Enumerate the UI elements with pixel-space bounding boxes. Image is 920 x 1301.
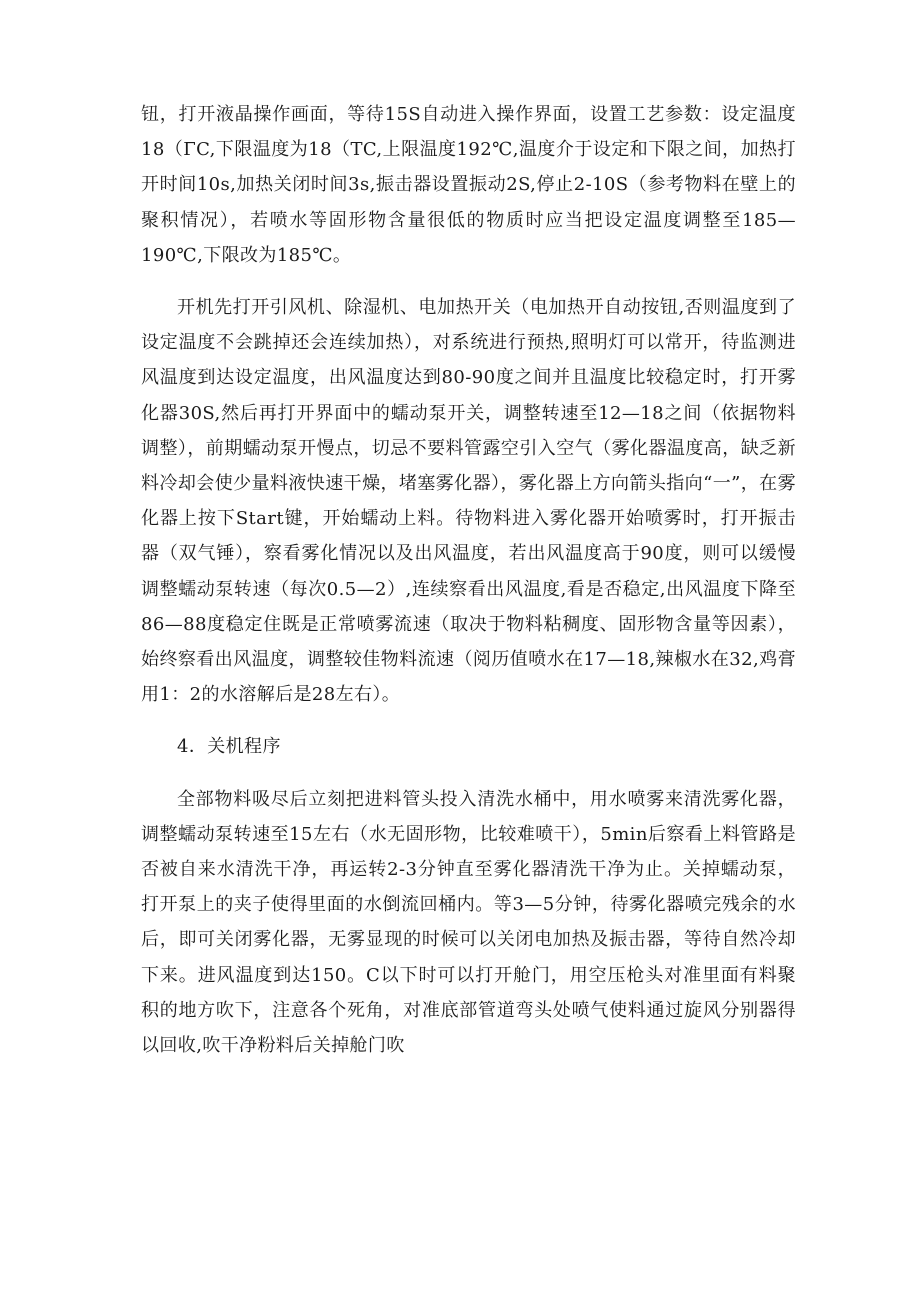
document-body <box>141 97 796 1063</box>
paragraph-process-parameters: 钮，打开液晶操作画面，等待15S自动进入操作界面，设置工艺参数：设定温度18（ΓC,下限温度为18（TC,上限温度192℃,温度介于设定和下限之间，加热打开时间10s,加热关闭时间3s,振击器设置振动2S,停止2-10S（参考物料在壁上的聚积情况），若喷水等固形物含量很低的物质时应当把设定温度调整至185—190℃,下限改为185℃。 <box>141 104 796 266</box>
paragraph-shutdown-procedure: 全部物料吸尽后立刻把进料管头投入清洗水桶中，用水喷雾来清洗雾化器，调整蠕动泵转速至15左右（水无固形物，比较难喷干），5min后察看上料管路是否被自来水清洗干净，再运转2-3分钟直至雾化器清洗干净为止。关掉蠕动泵，打开泵上的夹子使得里面的水倒流回桶内。等3—5分钟，待雾化器喷完残余的水后，即可关闭雾化器，无雾显现的时候可以关闭电加热及振击器，等待自然冷却下来。进风温度到达150。C以下时可以打开舱门，用空压枪头对准里面有料聚积的地方吹下，注意各个死角，对准底部管道弯头处喷气使料通过旋风分别器得以回收,吹干净粉料后关掉舱门吹 <box>141 788 796 1057</box>
paragraph-startup-procedure: 开机先打开引风机、除湿机、电加热开关（电加热开自动按钮,否则温度到了设定温度不会跳掉还会连续加热），对系统进行预热,照明灯可以常开，待监测进风温度到达设定温度，出风温度达到80-90度之间并且温度比较稳定时，打开雾化器30S,然后再打开界面中的蠕动泵开关，调整转速至12—18之间（依据物料调整），前期蠕动泵开慢点，切忌不要料管露空引入空气（雾化器温度高，缺乏新料冷却会使少量料液快速干燥，堵塞雾化器），雾化器上方向箭头指向“一”，在雾化器上按下Start键，开始蠕动上料。待物料进入雾化器开始喷雾时，打开振击器（双气锤），察看雾化情况以及出风温度，若出风温度高于90度，则可以缓慢调整蠕动泵转速（每次0.5—2）,连续察看出风温度,看是否稳定,出风温度下降至86—88度稳定住既是正常喷雾流速（取决于物料粘稠度、固形物含量等因素），始终察看出风温度，调整较佳物料流速（阅历值喷水在17—18,辣椒水在32,鸡膏用1：2的水溶解后是28左右）。 <box>141 297 796 706</box>
section-heading-shutdown: 4．关机程序 <box>177 736 281 758</box>
